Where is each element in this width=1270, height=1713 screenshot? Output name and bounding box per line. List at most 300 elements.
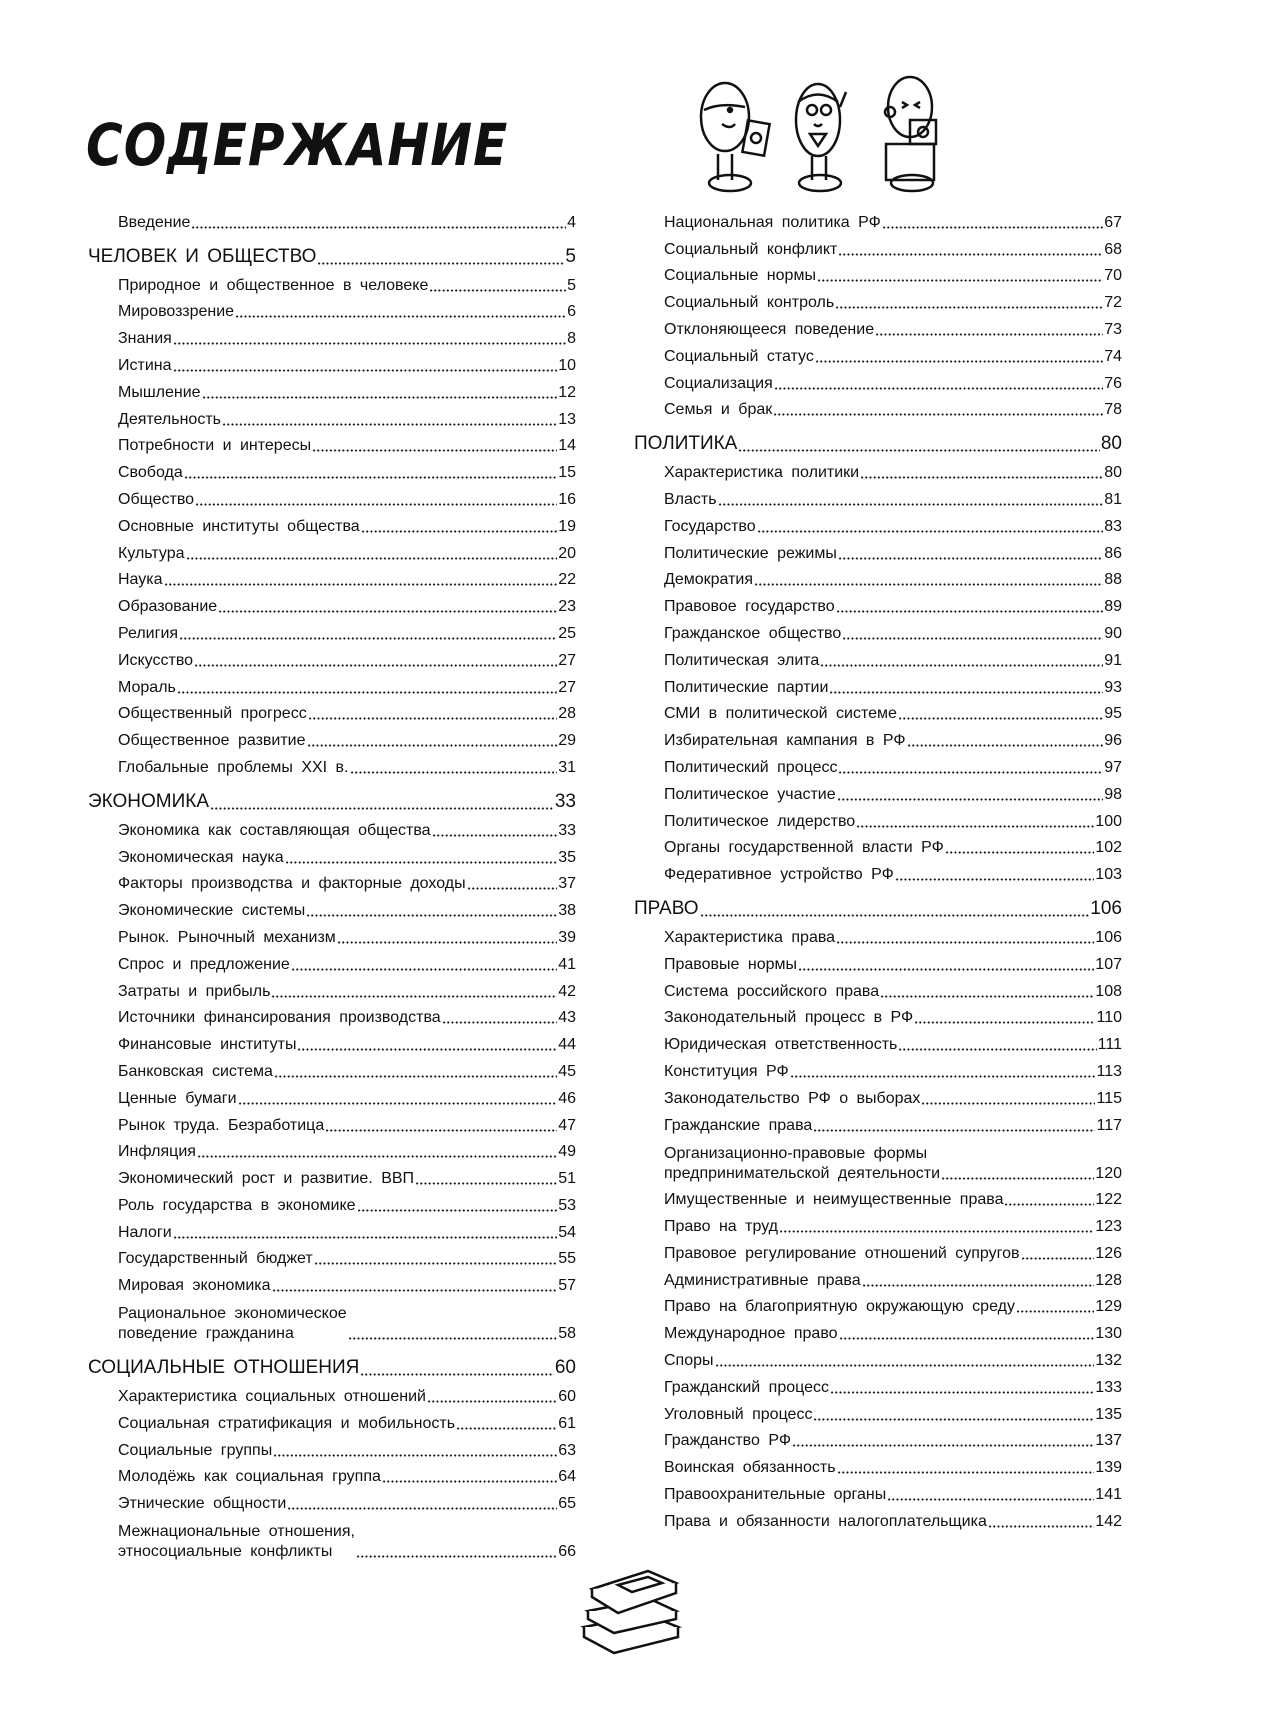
- toc-entry[interactable]: [634, 1371, 1122, 1398]
- dot-leader: [945, 851, 1095, 854]
- toc-entry[interactable]: [88, 975, 576, 1002]
- dot-leader: [738, 449, 1100, 452]
- dot-leader: [350, 771, 558, 774]
- toc-page-number: 111: [1097, 1036, 1122, 1054]
- dot-leader: [357, 1209, 558, 1212]
- dot-leader: [297, 1048, 557, 1051]
- toc-entry[interactable]: [634, 1291, 1122, 1318]
- toc-entry[interactable]: [634, 948, 1122, 975]
- toc-entry-title: ЭКОНОМИКА: [88, 790, 210, 812]
- toc-entry[interactable]: [634, 1451, 1122, 1478]
- toc-page-number: 27: [558, 678, 576, 696]
- toc-entry[interactable]: [634, 858, 1122, 885]
- toc-page-number: 45: [558, 1062, 576, 1080]
- toc-entry-title: Экономика как составляющая общества: [118, 821, 431, 839]
- toc-entry[interactable]: [634, 1478, 1122, 1505]
- page-title: СОДЕРЖАНИЕ: [86, 112, 509, 179]
- dot-leader: [838, 253, 1103, 256]
- dot-leader: [325, 1129, 557, 1132]
- toc-page-number: 106: [1095, 928, 1122, 946]
- toc-entry-title: Уголовный процесс: [664, 1405, 813, 1423]
- dot-leader: [238, 1102, 558, 1105]
- toc-entry[interactable]: [634, 1237, 1122, 1264]
- toc-entry-title: Социальный конфликт: [664, 240, 838, 258]
- toc-entry[interactable]: [634, 1082, 1122, 1109]
- toc-entry[interactable]: [634, 1344, 1122, 1371]
- dot-leader: [856, 825, 1094, 828]
- toc-entry-title: Общественный прогресс: [118, 705, 307, 723]
- toc-entry[interactable]: [634, 975, 1122, 1002]
- toc-entry[interactable]: [634, 340, 1122, 367]
- toc-entry[interactable]: [88, 403, 576, 430]
- dot-leader: [274, 1075, 557, 1078]
- toc-page-number: 63: [558, 1441, 576, 1459]
- dot-leader: [875, 333, 1103, 336]
- toc-entry-title: СМИ в политической системе: [664, 705, 897, 723]
- toc-entry-title: Демократия: [664, 571, 754, 589]
- toc-entry[interactable]: [634, 751, 1122, 778]
- dot-leader: [218, 610, 557, 613]
- toc-entry-title: Характеристика политики: [664, 464, 860, 482]
- toc-entry-title: Гражданские права: [664, 1116, 813, 1134]
- toc-entry-title: Источники финансирования производства: [118, 1009, 441, 1027]
- dot-leader: [842, 637, 1103, 640]
- toc-entry-title: Правоохранительные органы: [664, 1486, 887, 1504]
- toc-entry-title: Общественное развитие: [118, 732, 306, 750]
- toc-entry-title: Административные права: [664, 1271, 861, 1289]
- toc-entry[interactable]: [88, 269, 576, 296]
- dot-leader: [790, 1075, 1096, 1078]
- dot-leader: [442, 1021, 558, 1024]
- dot-leader: [427, 1400, 557, 1403]
- toc-page-number: 110: [1096, 1009, 1122, 1027]
- toc-page-number: 41: [558, 955, 576, 973]
- toc-page-number: 78: [1104, 401, 1122, 419]
- toc-entry[interactable]: [634, 778, 1122, 805]
- toc-entry-title: Мировая экономика: [118, 1277, 271, 1295]
- toc-page-number: 81: [1104, 490, 1122, 508]
- dot-leader: [195, 503, 557, 506]
- toc-entry[interactable]: [634, 564, 1122, 591]
- dot-leader: [271, 995, 557, 998]
- toc-page-number: 76: [1104, 374, 1122, 392]
- toc-section-entry[interactable]: [88, 241, 576, 269]
- toc-entry-title: Правовое регулирование отношений супругов: [664, 1244, 1020, 1262]
- toc-page-number: 6: [567, 303, 576, 321]
- toc-page-number: 117: [1096, 1116, 1122, 1134]
- toc-entry-title: Религия: [118, 624, 179, 642]
- toc-entry[interactable]: [88, 1380, 576, 1407]
- toc-entry-title: Наука: [118, 571, 163, 589]
- toc-entry[interactable]: [634, 1002, 1122, 1029]
- toc-entry[interactable]: [88, 1407, 576, 1434]
- toc-entry[interactable]: [88, 537, 576, 564]
- toc-entry[interactable]: [88, 1216, 576, 1243]
- toc-entry[interactable]: [634, 921, 1122, 948]
- dot-leader: [836, 941, 1094, 944]
- toc-page-number: 142: [1095, 1512, 1122, 1530]
- toc-entry[interactable]: [88, 349, 576, 376]
- toc-page-number: 4: [567, 213, 576, 231]
- toc-entry[interactable]: [88, 841, 576, 868]
- toc-entry-title: Юридическая ответственность: [664, 1036, 898, 1054]
- toc-entry-title: Федеративное устройство РФ: [664, 866, 894, 884]
- toc-entry[interactable]: [88, 590, 576, 617]
- toc-entry[interactable]: [634, 1136, 1122, 1184]
- toc-entry[interactable]: [634, 1425, 1122, 1452]
- toc-entry-title: Государственный бюджет: [118, 1250, 313, 1268]
- toc-page-number: 5: [567, 276, 576, 294]
- dot-leader: [835, 306, 1103, 309]
- toc-page-number: 98: [1104, 785, 1122, 803]
- toc-entry-title: Гражданство РФ: [664, 1432, 791, 1450]
- toc-page-number: 128: [1095, 1271, 1122, 1289]
- toc-page-number: 33: [554, 790, 576, 812]
- toc-page-number: 22: [558, 571, 576, 589]
- dot-leader: [839, 1337, 1095, 1340]
- dot-leader: [432, 834, 558, 837]
- toc-page-number: 126: [1095, 1244, 1122, 1262]
- dot-leader: [715, 1364, 1095, 1367]
- toc-entry-title: Спрос и предложение: [118, 955, 290, 973]
- dot-leader: [988, 1525, 1094, 1528]
- toc-entry[interactable]: [634, 260, 1122, 287]
- dot-leader: [838, 771, 1103, 774]
- toc-entry-title: Избирательная кампания в РФ: [664, 732, 906, 750]
- toc-page-number: 49: [558, 1143, 576, 1161]
- dot-leader: [1021, 1257, 1095, 1260]
- dot-leader: [862, 1284, 1095, 1287]
- toc-entry[interactable]: [88, 698, 576, 725]
- toc-entry-title: Характеристика права: [664, 928, 836, 946]
- toc-page-number: 35: [558, 848, 576, 866]
- toc-page-number: 54: [558, 1223, 576, 1241]
- toc-entry[interactable]: [88, 1109, 576, 1136]
- dot-leader: [829, 691, 1103, 694]
- toc-entry[interactable]: [634, 510, 1122, 537]
- dot-leader: [197, 1155, 557, 1158]
- toc-page-number: 122: [1095, 1191, 1122, 1209]
- dot-leader: [779, 1230, 1094, 1233]
- toc-left-column: [88, 206, 576, 1562]
- toc-entry[interactable]: [88, 1487, 576, 1514]
- toc-page-number: 31: [558, 758, 576, 776]
- toc-entry[interactable]: [88, 921, 576, 948]
- toc-entry[interactable]: [634, 698, 1122, 725]
- toc-entry[interactable]: [88, 1189, 576, 1216]
- toc-entry-title: Общество: [118, 490, 195, 508]
- toc-entry[interactable]: [88, 1002, 576, 1029]
- toc-page-number: 14: [558, 437, 576, 455]
- dot-leader: [186, 557, 558, 560]
- toc-entry-title: Законодательный процесс в РФ: [664, 1009, 914, 1027]
- toc-entry[interactable]: [634, 1109, 1122, 1136]
- toc-entry[interactable]: [88, 322, 576, 349]
- dot-leader: [921, 1102, 1095, 1105]
- toc-entry[interactable]: [634, 1264, 1122, 1291]
- toc-entry-title: Рынок труда. Безработица: [118, 1116, 325, 1134]
- dot-leader: [173, 1236, 558, 1239]
- toc-entry[interactable]: [88, 456, 576, 483]
- toc-entry-title: Характеристика социальных отношений: [118, 1388, 426, 1406]
- toc-entry-title: Система российского права: [664, 982, 880, 1000]
- toc-entry-title: Ценные бумаги: [118, 1089, 237, 1107]
- dot-leader: [700, 914, 1090, 917]
- toc-page-number: 42: [558, 982, 576, 1000]
- toc-entry-title: Образование: [118, 598, 218, 616]
- toc-page-number: 60: [558, 1388, 576, 1406]
- toc-entry[interactable]: [88, 1028, 576, 1055]
- toc-page-number: 60: [554, 1357, 576, 1379]
- dot-leader: [798, 968, 1094, 971]
- toc-entry[interactable]: [88, 1434, 576, 1461]
- toc-entry[interactable]: [88, 1082, 576, 1109]
- toc-entry[interactable]: [634, 483, 1122, 510]
- books-stack-icon: [578, 1565, 690, 1655]
- dot-leader: [837, 1471, 1095, 1474]
- toc-entry-title: Права и обязанности налогоплательщика: [664, 1512, 987, 1530]
- toc-entry[interactable]: [634, 590, 1122, 617]
- toc-entry[interactable]: [88, 1461, 576, 1488]
- toc-entry-title: Политические партии: [664, 678, 829, 696]
- dot-leader: [773, 413, 1103, 416]
- toc-entry-title: Экономическая наука: [118, 848, 284, 866]
- toc-entry[interactable]: [88, 814, 576, 841]
- dot-leader: [173, 369, 558, 372]
- toc-page-number: 95: [1104, 705, 1122, 723]
- toc-page-number: 61: [558, 1414, 576, 1432]
- toc-entry[interactable]: [88, 868, 576, 895]
- toc-page-number: 91: [1104, 651, 1122, 669]
- toc-section-entry[interactable]: [88, 1352, 576, 1380]
- toc-entry[interactable]: [634, 1505, 1122, 1532]
- toc-page-number: 139: [1095, 1459, 1122, 1477]
- toc-entry-title: Налоги: [118, 1223, 172, 1241]
- toc-entry-title: Экономические системы: [118, 902, 306, 920]
- toc-page-number: 20: [558, 544, 576, 562]
- dot-leader: [177, 691, 557, 694]
- toc-page-number: 28: [558, 705, 576, 723]
- toc-entry-title: Экономический рост и развитие. ВВП: [118, 1170, 415, 1188]
- toc-entry-title: Потребности и интересы: [118, 437, 312, 455]
- toc-entry-title: ПРАВО: [634, 898, 699, 920]
- toc-page-number: 74: [1104, 347, 1122, 365]
- toc-page-number: 115: [1096, 1089, 1122, 1107]
- dot-leader: [1016, 1310, 1094, 1313]
- dot-leader: [191, 226, 566, 229]
- toc-entry-title: Финансовые институты: [118, 1036, 297, 1054]
- toc-entry[interactable]: [634, 671, 1122, 698]
- toc-page-number: 88: [1104, 571, 1122, 589]
- toc-entry-title: Природное и общественное в человеке: [118, 276, 429, 294]
- toc-entry[interactable]: [88, 564, 576, 591]
- dot-leader: [360, 1373, 553, 1376]
- toc-page-number: 15: [558, 464, 576, 482]
- dot-leader: [718, 503, 1104, 506]
- toc-page-number: 51: [558, 1170, 576, 1188]
- toc-entry[interactable]: [88, 1296, 576, 1344]
- toc-page-number: 123: [1095, 1218, 1122, 1236]
- toc-section-entry[interactable]: [634, 893, 1122, 921]
- toc-entry-title: Социальные группы: [118, 1441, 273, 1459]
- toc-page-number: 5: [565, 245, 576, 267]
- toc-entry[interactable]: [88, 617, 576, 644]
- toc-entry-title: ЧЕЛОВЕК И ОБЩЕСТВО: [88, 245, 317, 267]
- toc-entry-title: Культура: [118, 544, 185, 562]
- toc-page-number: 103: [1095, 866, 1122, 884]
- toc-entry[interactable]: [88, 430, 576, 457]
- toc-page-number: 80: [1100, 433, 1122, 455]
- toc-entry-title: Молодёжь как социальная группа: [118, 1468, 381, 1486]
- toc-page-number: 135: [1095, 1405, 1122, 1423]
- toc-page-number: 100: [1095, 812, 1122, 830]
- toc-entry-title: Социальная стратификация и мобильность: [118, 1414, 456, 1432]
- toc-entry-title: Политическое участие: [664, 785, 836, 803]
- dot-leader: [287, 1507, 557, 1510]
- dot-leader: [184, 476, 557, 479]
- toc-entry-title: Мировоззрение: [118, 303, 235, 321]
- toc-entry[interactable]: [634, 286, 1122, 313]
- toc-entry[interactable]: [88, 644, 576, 671]
- toc-section-entry[interactable]: [88, 786, 576, 814]
- toc-page-number: 137: [1095, 1432, 1122, 1450]
- dot-leader: [914, 1021, 1095, 1024]
- toc-entry[interactable]: [88, 724, 576, 751]
- toc-entry[interactable]: [88, 1243, 576, 1270]
- toc-page-number: 67: [1104, 213, 1122, 231]
- toc-entry-title: Мышление: [118, 383, 201, 401]
- toc-entry[interactable]: [88, 1136, 576, 1163]
- dot-leader: [836, 610, 1104, 613]
- toc-entry[interactable]: [634, 1317, 1122, 1344]
- toc-page-number: 72: [1104, 294, 1122, 312]
- toc-entry[interactable]: [88, 1269, 576, 1296]
- toc-entry-title: Национальная политика РФ: [664, 213, 881, 231]
- dot-leader: [1004, 1203, 1094, 1206]
- toc-page-number: 58: [558, 1325, 576, 1343]
- toc-entry[interactable]: [88, 206, 576, 233]
- toc-page-number: 102: [1095, 839, 1122, 857]
- toc-entry-title: Организационно-правовые формы предпринимательской деятельности: [664, 1144, 940, 1182]
- toc-entry-title: Введение: [118, 213, 191, 231]
- toc-entry-title: Политическая элита: [664, 651, 820, 669]
- toc-entry[interactable]: [88, 376, 576, 403]
- toc-entry[interactable]: [634, 644, 1122, 671]
- toc-page-number: 141: [1095, 1486, 1122, 1504]
- toc-entry[interactable]: [634, 1055, 1122, 1082]
- toc-entry[interactable]: [634, 367, 1122, 394]
- toc-entry-title: Мораль: [118, 678, 176, 696]
- toc-entry[interactable]: [634, 617, 1122, 644]
- dot-leader: [210, 807, 554, 810]
- dot-leader: [813, 1129, 1095, 1132]
- toc-entry[interactable]: [634, 206, 1122, 233]
- toc-page-number: 93: [1104, 678, 1122, 696]
- toc-entry[interactable]: [634, 805, 1122, 832]
- toc-entry[interactable]: [88, 296, 576, 323]
- dot-leader: [164, 583, 558, 586]
- toc-entry-title: Органы государственной власти РФ: [664, 839, 944, 857]
- dot-leader: [887, 1498, 1094, 1501]
- toc-page-number: 13: [558, 410, 576, 428]
- toc-page-number: 133: [1095, 1378, 1122, 1396]
- toc-entry-title: ПОЛИТИКА: [634, 433, 738, 455]
- toc-page-number: 55: [558, 1250, 576, 1268]
- dot-leader: [838, 557, 1103, 560]
- toc-page-number: 33: [558, 821, 576, 839]
- toc-entry-title: Глобальные проблемы XXI в.: [118, 758, 349, 776]
- dot-leader: [429, 289, 566, 292]
- toc-entry[interactable]: [634, 724, 1122, 751]
- dot-leader: [361, 530, 558, 533]
- toc-page-number: 83: [1104, 517, 1122, 535]
- dot-leader: [356, 1555, 557, 1558]
- dot-leader: [306, 914, 557, 917]
- toc-entry[interactable]: [634, 832, 1122, 859]
- toc-entry[interactable]: [634, 1210, 1122, 1237]
- dot-leader: [830, 1391, 1094, 1394]
- toc-entry[interactable]: [88, 948, 576, 975]
- dot-leader: [273, 1454, 557, 1457]
- toc-entry[interactable]: [634, 1398, 1122, 1425]
- dot-leader: [173, 342, 566, 345]
- toc-entry-title: Власть: [664, 490, 717, 508]
- character-teacher-with-glasses: [796, 84, 846, 191]
- dot-leader: [382, 1480, 557, 1483]
- dot-leader: [456, 1427, 557, 1430]
- toc-section-entry[interactable]: [634, 428, 1122, 456]
- toc-entry[interactable]: [634, 456, 1122, 483]
- toc-entry[interactable]: [634, 537, 1122, 564]
- toc-entry-title: Искусство: [118, 651, 194, 669]
- toc-page-number: 90: [1104, 624, 1122, 642]
- toc-entry[interactable]: [88, 1162, 576, 1189]
- toc-page-number: 57: [558, 1277, 576, 1295]
- toc-entry[interactable]: [88, 1514, 576, 1562]
- toc-entry[interactable]: [88, 1055, 576, 1082]
- dot-leader: [837, 798, 1104, 801]
- toc-entry-title: Инфляция: [118, 1143, 196, 1161]
- toc-page-number: 97: [1104, 758, 1122, 776]
- toc-entry-title: Социальные нормы: [664, 267, 816, 285]
- toc-entry[interactable]: [88, 751, 576, 778]
- toc-page-number: 19: [558, 517, 576, 535]
- toc-entry[interactable]: [634, 1184, 1122, 1211]
- toc-entry-title: Международное право: [664, 1325, 838, 1343]
- toc-right-column: [634, 206, 1122, 1532]
- toc-entry-title: Политические режимы: [664, 544, 837, 562]
- toc-entry[interactable]: [88, 483, 576, 510]
- toc-entry[interactable]: [634, 394, 1122, 421]
- toc-entry[interactable]: [634, 1028, 1122, 1055]
- dot-leader: [882, 226, 1103, 229]
- toc-entry[interactable]: [634, 233, 1122, 260]
- toc-page-number: 120: [1095, 1164, 1122, 1182]
- toc-page-number: 129: [1095, 1298, 1122, 1316]
- toc-page-number: 106: [1090, 898, 1122, 920]
- toc-entry[interactable]: [88, 671, 576, 698]
- toc-page-number: 66: [558, 1543, 576, 1561]
- toc-entry[interactable]: [634, 313, 1122, 340]
- dot-leader: [792, 1444, 1094, 1447]
- toc-entry[interactable]: [88, 894, 576, 921]
- toc-page-number: 47: [558, 1116, 576, 1134]
- dot-leader: [348, 1337, 558, 1340]
- toc-entry-title: Политический процесс: [664, 758, 838, 776]
- toc-page-number: 10: [558, 356, 576, 374]
- toc-entry-title: Гражданский процесс: [664, 1378, 829, 1396]
- toc-entry[interactable]: [88, 510, 576, 537]
